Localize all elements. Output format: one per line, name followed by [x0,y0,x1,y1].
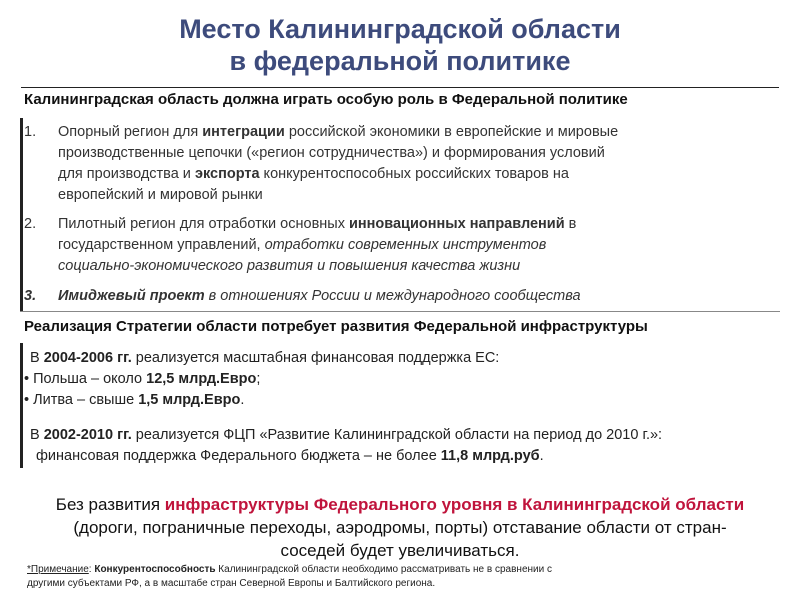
section1-bracket [20,118,23,311]
item-number: 1. [24,124,37,140]
item-line: Пилотный регион для отработки основных инновационных направлений в [58,216,577,232]
fcp-block [24,425,784,467]
item-line: социально-экономического развития и повышения качества жизни [58,258,521,274]
item-number: 2. [24,216,37,232]
item-line: европейский и мировой рынки [58,187,263,203]
item-line: Имиджевый проект в отношениях России и международного сообщества [58,288,581,304]
item-line: Опорный регион для интеграции российской экономики в европейские и мировые [58,124,619,140]
section1-heading: Калининградская область должна играть особую роль в Федеральной политике [24,91,628,108]
section-divider [20,311,780,312]
eu-support-block [24,348,784,411]
section2-bracket [20,343,23,468]
footnote-line: другими субъектами РФ, а в масштабе стран Северной Европы и Балтийского региона. [27,578,436,589]
conclusion-line: (дороги, пограничные переходы, аэродромы, порты) отставание области от стран- [73,518,727,537]
bullet-lithuania: • Литва – свыше 1,5 млрд.Евро. [24,392,245,408]
footnote-line: *Примечание: Конкурентоспособность Калининградской области необходимо рассматривать не в сравнении с [27,564,552,575]
conclusion-line: соседей будет увеличиваться. [280,541,520,560]
item-number: 3. [24,288,37,304]
title-divider [21,87,779,88]
page-title-line1: Место Калининградской области [179,14,621,44]
bullet-poland: • Польша – около 12,5 млрд.Евро; [24,371,261,387]
item-line: для производства и экспорта конкурентоспособных российских товаров на [58,166,569,182]
footnote [27,563,787,591]
page-title-line2: в федеральной политике [229,46,571,76]
section2-heading: Реализация Стратегии области потребует развития Федеральной инфраструктуры [24,318,648,335]
item-line: производственные цепочки («регион сотрудничества») и формирования условий [58,145,605,161]
fcp-line: В 2002-2010 гг. реализуется ФЦП «Развитие Калининградской области на период до 2010 г.»: [30,427,663,443]
item-line: государственном управлений, отработки современных инструментов [58,237,547,253]
conclusion-text [0,493,800,562]
eu-support-line: В 2004-2006 гг. реализуется масштабная финансовая поддержка ЕС: [30,350,500,366]
conclusion-line: Без развития инфраструктуры Федерального уровня в Калининградской области [55,495,745,514]
federal-budget-line: финансовая поддержка Федерального бюджета – не более 11,8 млрд.руб. [36,448,544,464]
